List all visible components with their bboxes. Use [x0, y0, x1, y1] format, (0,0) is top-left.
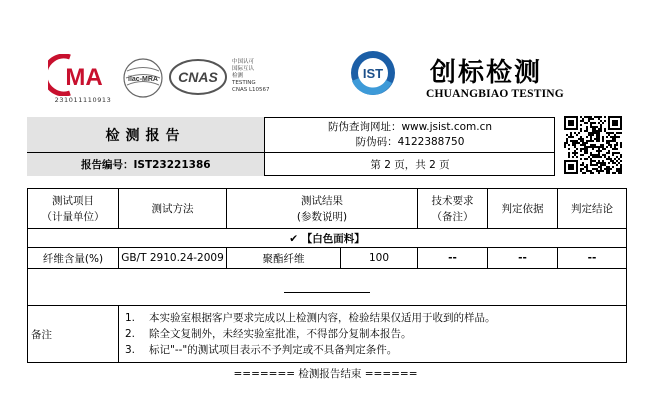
remark-item: 3. 标记"--"的测试项目表示不予判定或不具备判定条件。 — [125, 344, 398, 356]
ist-text: IST — [362, 66, 384, 81]
report-end-marker: ======= 检测报告结束 ====== — [233, 368, 418, 380]
ma-text: MA — [65, 64, 103, 91]
brand-name-en: CHUANGBIAO TESTING — [426, 88, 564, 100]
cnas-text: CNAS — [178, 69, 218, 85]
remarks-row — [28, 306, 627, 363]
report-title: 检测报告 — [27, 117, 265, 153]
remark-item: 1. 本实验室根据客户要求完成以上检测内容，检验结果仅适用于收到的样品。 — [125, 312, 496, 324]
page-info: 第 2 页，共 2 页 — [370, 159, 450, 171]
end-divider — [284, 292, 370, 293]
results-table — [27, 188, 627, 363]
col-header-item: 测试项目 （计量单位） — [28, 189, 119, 229]
remarks-list — [119, 306, 627, 363]
table-row — [28, 248, 627, 269]
cnas-caption: 中国认可 国际互认 检测 TESTING CNAS L10567 — [232, 59, 270, 93]
section-label: ✔ 【白色面料】 — [28, 229, 627, 248]
col-header-result: 测试结果 (参数说明) — [227, 189, 418, 229]
qr-code — [564, 116, 622, 174]
cnas-logo — [168, 57, 228, 97]
col-header-basis: 判定依据 — [488, 189, 558, 229]
cell-basis: -- — [488, 248, 558, 269]
cell-method: GB/T 2910.24-2009 — [119, 248, 227, 269]
section-row — [28, 229, 627, 248]
cell-value: 100 — [341, 248, 418, 269]
col-header-requirement: 技术要求 （备注） — [418, 189, 488, 229]
remark-item: 2. 除全文复制外，未经实验室批准，不得部分复制本报告。 — [125, 328, 412, 340]
col-header-method: 测试方法 — [119, 189, 227, 229]
report-number: 报告编号：IST23221386 — [27, 153, 265, 176]
anti-fake-info — [265, 117, 555, 153]
check-icon: ✔ — [289, 232, 299, 245]
ist-logo — [342, 47, 404, 99]
ilac-text: ilac-MRA — [128, 76, 158, 83]
blank-row — [28, 269, 627, 306]
remarks-label: 备注 — [28, 306, 119, 363]
cell-conclusion: -- — [558, 248, 627, 269]
cell-requirement: -- — [418, 248, 488, 269]
brand-name-cn: 创标检测 — [430, 58, 543, 88]
query-site: 防伪查询网址：www.jsist.com.cn — [327, 121, 493, 133]
anti-fake-code: 防伪码：4122388750 — [355, 136, 465, 148]
cell-param: 聚酯纤维 — [227, 248, 341, 269]
cell-item: 纤维含量(%) — [28, 248, 119, 269]
cma-logo — [48, 54, 116, 96]
cma-number: 231011110913 — [54, 96, 112, 104]
ilac-mra-logo — [121, 56, 165, 100]
table-header-row — [28, 189, 627, 229]
col-header-conclusion: 判定结论 — [558, 189, 627, 229]
